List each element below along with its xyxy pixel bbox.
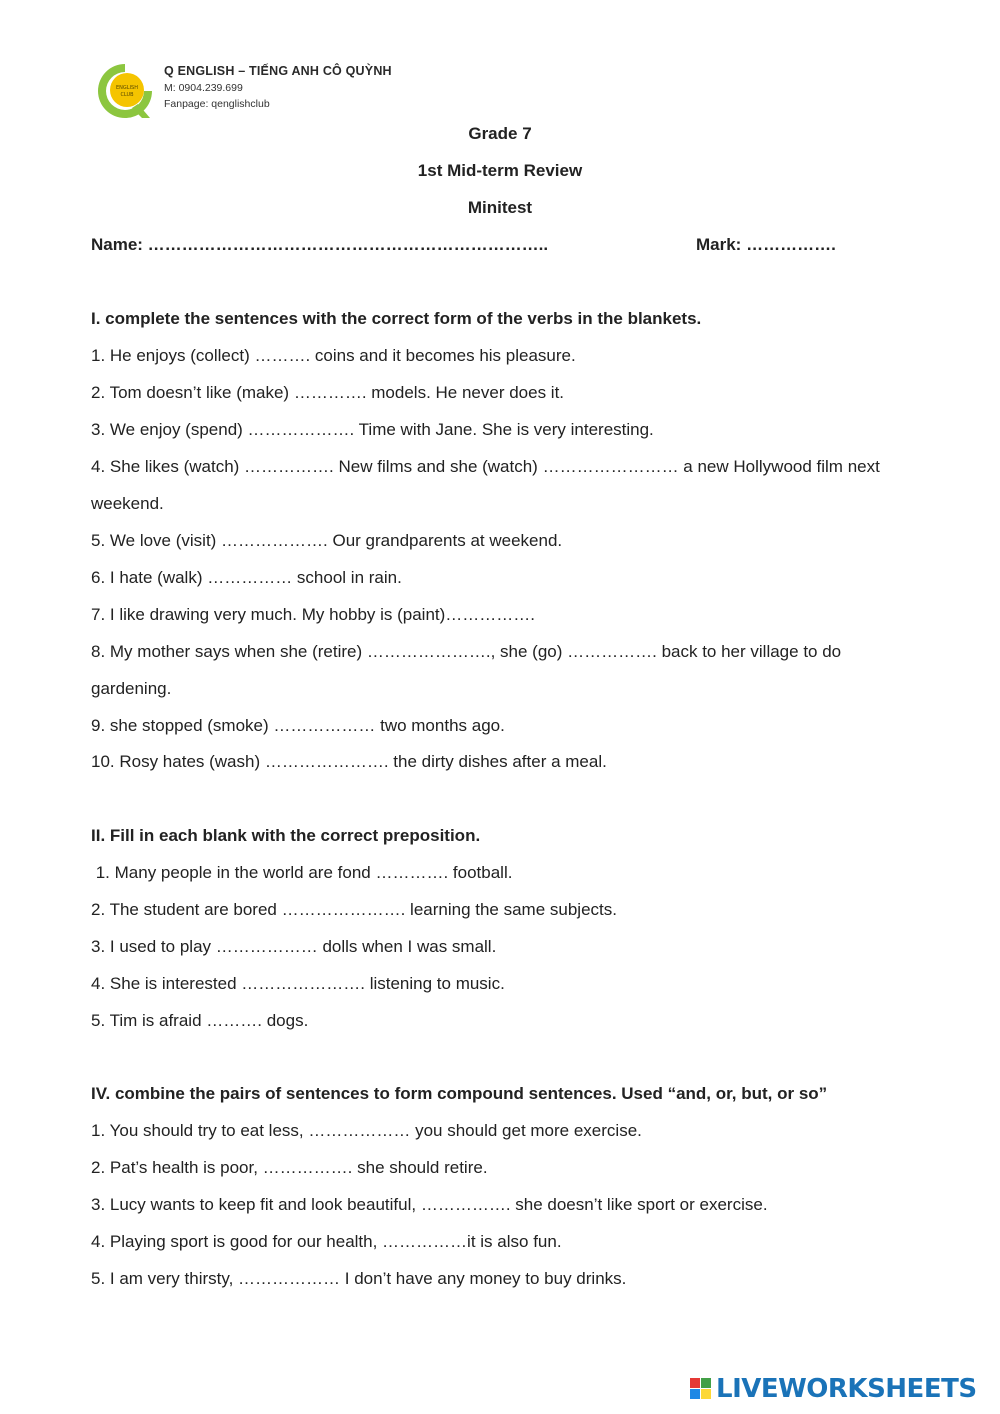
section-4-item: 4. Playing sport is good for our health, ……………it is also fun.: [91, 1232, 562, 1251]
section-4-item: 1. You should try to eat less, ……………… you should get more exercise.: [91, 1121, 642, 1140]
title-review: 1st Mid-term Review: [417, 161, 583, 180]
section-4-heading: IV. combine the pairs of sentences to form compound sentences. Used “and, or, but, or so”: [91, 1084, 828, 1103]
section-1-item-continued: gardening.: [91, 679, 172, 698]
brand-info: [164, 64, 392, 110]
section-2-item: 4. She is interested …………………. listening to music.: [91, 974, 505, 993]
brand-title: Q ENGLISH – TIẾNG ANH CÔ QUỲNH: [164, 64, 392, 78]
section-1-item-continued: weekend.: [91, 494, 164, 513]
section-2-item: 1. Many people in the world are fond …………. football.: [91, 863, 513, 882]
title-minitest: Minitest: [467, 198, 533, 217]
logo-text-top: ENGLISH: [116, 85, 138, 91]
section-2-heading: II. Fill in each blank with the correct preposition.: [91, 826, 481, 845]
mark-field[interactable]: Mark: …………….: [696, 235, 836, 254]
section-1-item: 5. We love (visit) ………………. Our grandparents at weekend.: [91, 531, 563, 550]
section-1-heading: I. complete the sentences with the correct form of the verbs in the blankets.: [91, 309, 702, 328]
liveworksheets-logo[interactable]: [690, 1374, 990, 1406]
section-4-item: 3. Lucy wants to keep fit and look beautiful, ……………. she doesn’t like sport or exercise.: [91, 1195, 768, 1214]
section-1-item: 4. She likes (watch) ……………. New films and she (watch) …………………… a new Hollywood film next: [91, 457, 880, 476]
brand-phone: M: 0904.239.699: [164, 82, 243, 94]
section-1-item: 7. I like drawing very much. My hobby is (paint)…………….: [91, 605, 536, 624]
section-2-item: 2. The student are bored …………………. learning the same subjects.: [91, 900, 617, 919]
section-1-item: 1. He enjoys (collect) ………. coins and it becomes his pleasure.: [91, 346, 576, 365]
section-1-item: 3. We enjoy (spend) ………………. Time with Jane. She is very interesting.: [91, 420, 654, 439]
section-1-item: 6. I hate (walk) …………… school in rain.: [91, 568, 402, 587]
name-field[interactable]: Name: ……………………………………………………………..: [91, 235, 549, 254]
section-1-item: 8. My mother says when she (retire) …………………., she (go) ……………. back to her village to do: [91, 642, 842, 661]
english-club-logo: [94, 60, 156, 122]
header-logo: [94, 60, 414, 122]
section-2-item: 5. Tim is afraid ………. dogs.: [91, 1011, 309, 1030]
liveworksheets-wordmark: LIVEWORKSHEETS: [716, 1374, 977, 1404]
section-2-item: 3. I used to play ……………… dolls when I was small.: [91, 937, 497, 956]
brand-fanpage: Fanpage: qenglishclub: [164, 98, 270, 110]
logo-text-bottom: CLUB: [120, 92, 134, 98]
liveworksheets-grid-icon: [690, 1378, 712, 1400]
section-4-item: 2. Pat’s health is poor, ……………. she should retire.: [91, 1158, 488, 1177]
section-4-item: 5. I am very thirsty, ……………… I don’t have any money to buy drinks.: [91, 1269, 627, 1288]
title-grade: Grade 7: [468, 124, 532, 143]
section-1-item: 9. she stopped (smoke) ……………… two months ago.: [91, 716, 505, 735]
section-1-item: 2. Tom doesn’t like (make) …………. models. He never does it.: [91, 383, 565, 402]
section-1-item: 10. Rosy hates (wash) …………………. the dirty dishes after a meal.: [91, 752, 607, 771]
